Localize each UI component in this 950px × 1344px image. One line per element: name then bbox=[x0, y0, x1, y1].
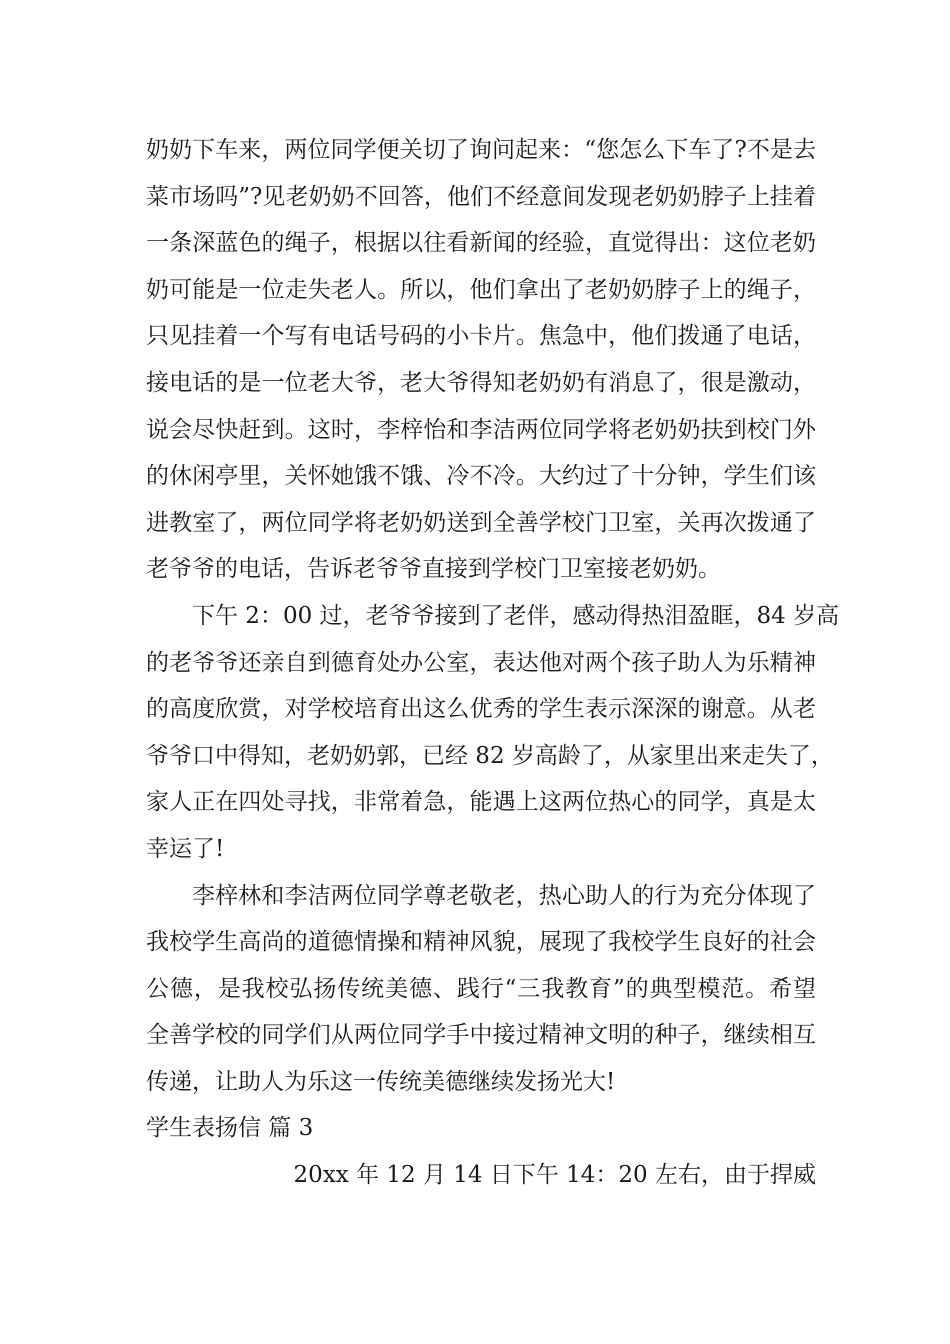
text-line: 一条深蓝色的绳子，根据以往看新闻的经验，直觉得出：这位老奶 bbox=[146, 230, 816, 257]
section-intro-text: 20xx 年 12 月 14 日下午 14：20 左右，由于捍威 bbox=[293, 1162, 816, 1189]
text-line: 说会尽快赶到。这时，李梓怡和李洁两位同学将老奶奶扶到校门外 bbox=[146, 416, 816, 443]
text-line: 奶奶下车来，两位同学便关切了询问起来：“您怎么下车了?不是去 bbox=[146, 137, 816, 163]
paragraph-2 bbox=[146, 593, 840, 873]
text-line: 老爷爷的电话，告诉老爷爷直接到学校门卫室接老奶奶。 bbox=[146, 556, 721, 583]
section-title: 学生表扬信 篇 3 bbox=[146, 1115, 314, 1142]
section-heading-line bbox=[146, 1105, 816, 1189]
paragraph-1 bbox=[146, 127, 816, 593]
text-line: 的休闲亭里，关怀她饿不饿、冷不冷。大约过了十分钟，学生们该 bbox=[146, 463, 816, 490]
text-line: 家人正在四处寻找，非常着急，能遇上这两位热心的同学，真是太 bbox=[146, 789, 816, 816]
text-line: 我校学生高尚的道德情操和精神风貌，展现了我校学生良好的社会 bbox=[146, 929, 816, 956]
text-line: 的老爷爷还亲自到德育处办公室，表达他对两个孩子助人为乐精神 bbox=[146, 649, 816, 676]
text-line: 公德，是我校弘扬传统美德、践行“三我教育”的典型模范。希望 bbox=[146, 975, 816, 1002]
text-line: 全善学校的同学们从两位同学手中接过精神文明的种子，继续相互 bbox=[146, 1022, 816, 1049]
text-line: 只见挂着一个写有电话号码的小卡片。焦急中，他们拨通了电话， bbox=[146, 323, 816, 350]
text-line: 下午 2：00 过，老爷爷接到了老伴，感动得热泪盈眶，84 岁高 bbox=[192, 602, 840, 629]
text-line: 的高度欣赏，对学校培育出这么优秀的学生表示深深的谢意。从老 bbox=[146, 696, 816, 723]
text-line: 奶可能是一位走失老人。所以，他们拿出了老奶奶脖子上的绳子， bbox=[146, 276, 816, 303]
text-line: 传递，让助人为乐这一传统美德继续发扬光大! bbox=[146, 1068, 616, 1095]
text-line: 幸运了! bbox=[146, 835, 225, 862]
text-line: 李梓林和李洁两位同学尊老敬老，热心助人的行为充分体现了 bbox=[192, 882, 816, 909]
text-line: 菜市场吗”?见老奶奶不回答，他们不经意间发现老奶奶脖子上挂着 bbox=[146, 183, 816, 210]
text-line: 进教室了，两位同学将老奶奶送到全善学校门卫室，关再次拨通了 bbox=[146, 509, 816, 536]
document-body bbox=[146, 127, 840, 1199]
text-line: 接电话的是一位老大爷，老大爷得知老奶奶有消息了，很是激动， bbox=[146, 369, 816, 396]
text-line: 爷爷口中得知，老奶奶郭，已经 82 岁高龄了，从家里出来走失了， bbox=[146, 742, 834, 769]
paragraph-3 bbox=[146, 873, 816, 1106]
